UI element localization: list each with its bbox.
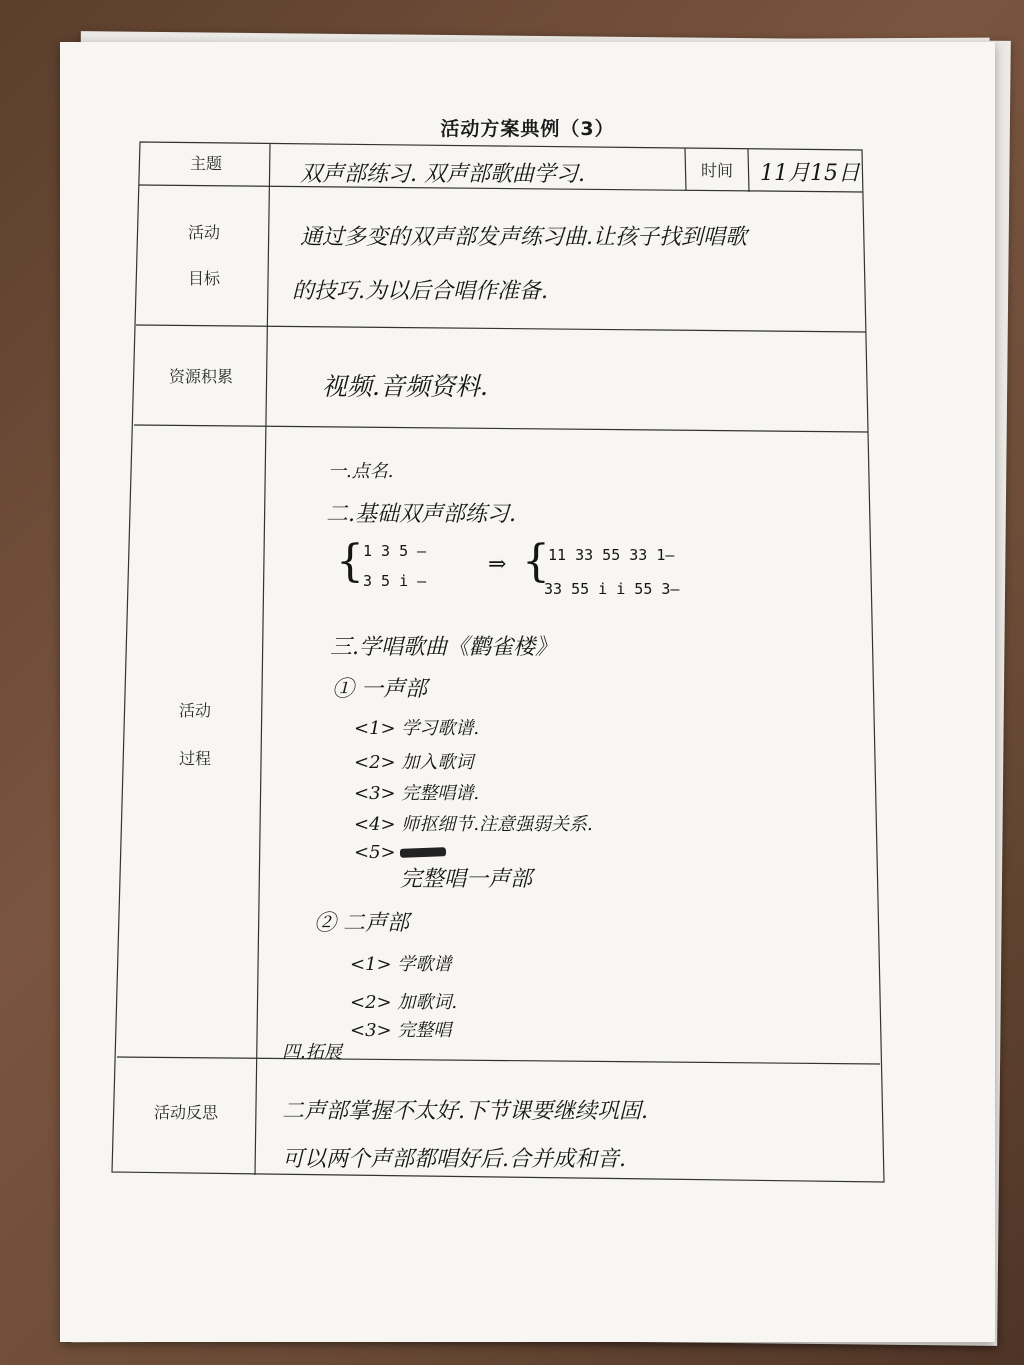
process-step-3: 三.学唱歌曲《鹳雀楼》: [330, 635, 557, 660]
part-1-item-1: <1> 学习歌谱.: [354, 718, 480, 739]
goal-line-1: 通过多变的双声部发声练习曲.让孩子找到唱歌: [300, 225, 747, 250]
label-reflection: 活动反思: [153, 1103, 218, 1122]
notation-arrow: ⇒: [488, 552, 507, 577]
process-step-1: 一.点名.: [328, 461, 394, 482]
label-theme: 主题: [189, 154, 222, 173]
document-title: 活动方案典例（3）: [440, 118, 615, 140]
process-step-2: 二.基础双声部练习.: [326, 502, 516, 527]
label-goal-line2: 目标: [187, 269, 220, 288]
part-1-item-5: <5>: [354, 842, 396, 863]
part-2-item-3: <3> 完整唱: [350, 1020, 452, 1041]
notation-brace-left: {: [336, 536, 364, 587]
label-resources: 资源积累: [168, 367, 233, 386]
theme-value: 双声部练习. 双声部歌曲学习.: [300, 162, 585, 187]
part-2-item-2: <2> 加歌词.: [350, 992, 458, 1013]
label-process-line1: 活动: [178, 701, 211, 720]
part-2-heading: ② 二声部: [314, 911, 409, 936]
notation-brace-right: {: [522, 536, 550, 587]
time-value: 11月15日: [760, 161, 860, 186]
reflection-line-1: 二声部掌握不太好.下节课要继续巩固.: [282, 1099, 648, 1124]
label-goal-line1: 活动: [187, 223, 220, 242]
part-2-item-1: <1> 学歌谱: [350, 954, 452, 975]
label-time: 时间: [700, 161, 733, 180]
part-1-heading: ① 一声部: [332, 677, 427, 702]
reflection-line-2: 可以两个声部都唱好后.合并成和音.: [282, 1147, 626, 1172]
part-1-item-3: <3> 完整唱谱.: [354, 783, 480, 804]
label-process-line2: 过程: [178, 749, 211, 768]
notation-right-line-1: 11 33 55 33 1—: [548, 546, 675, 564]
process-step-4: 四.拓展: [282, 1042, 342, 1063]
part-1-item-4: <4> 师抠细节.注意强弱关系.: [354, 814, 593, 835]
notation-right-line-2: 33 55 i i 55 3—: [544, 580, 680, 598]
notation-left-line-2: 3 5 i —: [363, 572, 427, 590]
notation-left-line-1: 1 3 5 —: [363, 542, 427, 560]
part-1-item-6: 完整唱一声部: [400, 867, 533, 892]
document-sheet: [60, 42, 995, 1342]
goal-line-2: 的技巧.为以后合唱作准备.: [292, 279, 548, 304]
resources-value: 视频.音频资料.: [322, 372, 488, 401]
crossed-out-scribble: [400, 847, 446, 858]
part-1-item-2: <2> 加入歌词: [354, 752, 474, 773]
